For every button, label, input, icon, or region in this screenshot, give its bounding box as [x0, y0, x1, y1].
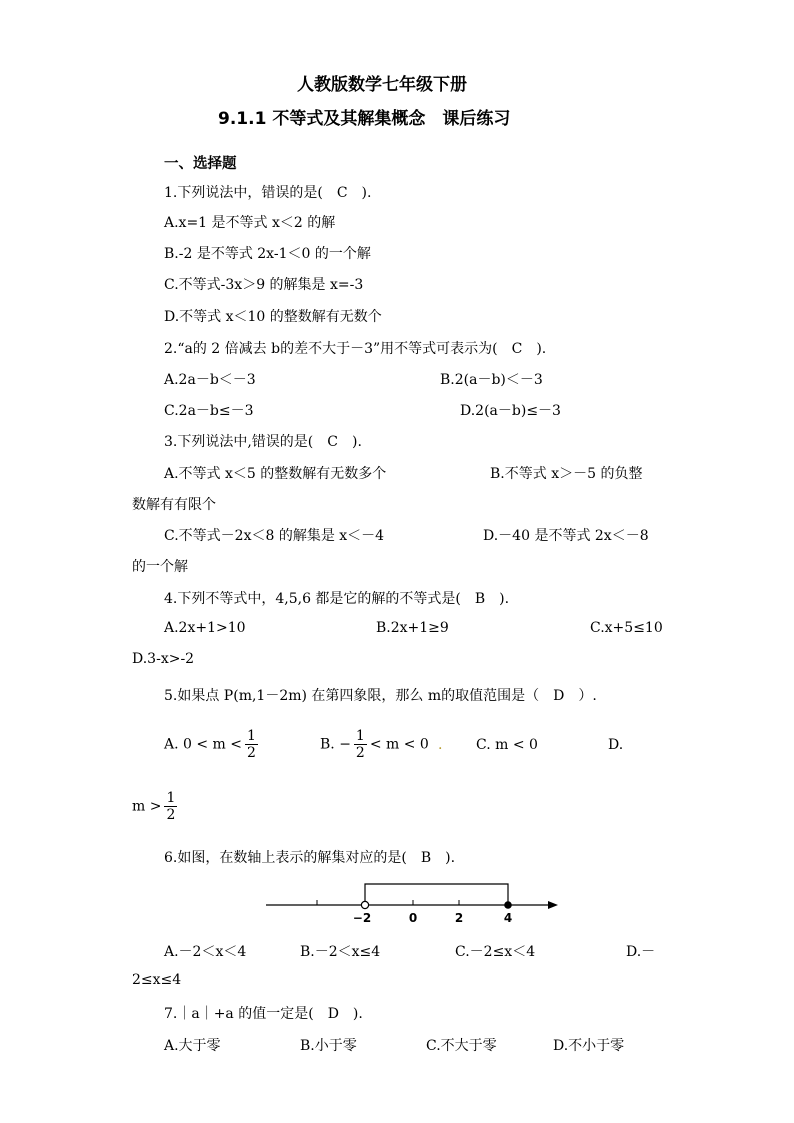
q2-option-b: B.2(a－b)＜－3: [440, 372, 543, 388]
q1-stem: 1.下列说法中，错误的是( C ).: [164, 185, 372, 201]
q3-option-c: C.不等式－2x＜8 的解集是 x＜－4: [164, 528, 385, 544]
stray-dot: .: [438, 737, 443, 753]
fraction-denominator: 2: [166, 807, 176, 823]
q6-option-a: A.－2＜x＜4: [164, 944, 247, 960]
q1-option-c: C.不等式-3x＞9 的解集是 x=-3: [164, 277, 364, 293]
fraction-denominator: 2: [247, 745, 256, 761]
q7-stem: 7.｜a｜+a 的值一定是( D ).: [164, 1006, 363, 1022]
q6-stem: 6.如图，在数轴上表示的解集对应的是( B ).: [164, 850, 456, 866]
fraction-numerator: 1: [355, 728, 365, 744]
page-subtitle: 9.1.1 不等式及其解集概念 课后练习: [218, 109, 511, 129]
q7-option-c: C.不大于零: [426, 1038, 497, 1054]
q5-option-a-text: A. 0 < m <: [164, 736, 243, 753]
q5-option-b-text: B. −: [320, 736, 351, 753]
q4-option-d: D.3-x>-2: [132, 651, 195, 667]
q3-option-a: A.不等式 x＜5 的整数解有无数多个: [164, 466, 387, 482]
q5-option-b-tail: < m < 0: [369, 736, 429, 753]
q5-option-d-cont: [132, 790, 180, 823]
open-endpoint: [361, 901, 368, 908]
q3-stem: 3.下列说法中,错误的是( C ).: [164, 434, 362, 450]
q3-option-b: B.不等式 x＞－5 的负整: [490, 466, 643, 482]
q4-option-a: A.2x+1>10: [164, 620, 246, 636]
q6-option-d: D.－: [626, 944, 656, 960]
q5-option-c: C. m < 0: [476, 737, 538, 753]
fraction-numerator: 1: [166, 790, 176, 806]
axis-label: −2: [352, 911, 372, 925]
q2-stem: 2.“a的 2 倍减去 b的差不大于－3”用不等式可表示为( C ).: [164, 341, 547, 357]
axis-label: 4: [503, 911, 513, 925]
q6-option-d-cont: 2≤x≤4: [132, 972, 182, 988]
axis-arrow-icon: [548, 901, 558, 909]
q6-option-c: C.－2≤x＜4: [455, 944, 536, 960]
q5-option-a-fraction: [245, 728, 258, 761]
axis-label: 0: [408, 911, 418, 925]
section-heading: 一、选择题: [164, 156, 237, 172]
q5-option-d-fraction: [164, 790, 177, 823]
q5-option-b: [320, 728, 429, 761]
q7-option-a: A.大于零: [164, 1038, 221, 1054]
q2-option-d: D.2(a－b)≤－3: [460, 403, 561, 419]
fraction-numerator: 1: [247, 728, 256, 744]
q7-option-b: B.小于零: [300, 1038, 357, 1054]
q4-stem: 4.下列不等式中，4,5,6 都是它的解的不等式是( B ).: [164, 591, 510, 607]
q1-option-d: D.不等式 x＜10 的整数解有无数个: [164, 309, 382, 325]
q3-option-d-cont: 的一个解: [132, 559, 188, 575]
q5-option-d: D.: [608, 737, 624, 753]
closed-endpoint: [504, 901, 512, 909]
q6-option-b: B.－2＜x≤4: [300, 944, 381, 960]
number-line-figure: [262, 878, 562, 930]
q1-option-b: B.-2 是不等式 2x-1＜0 的一个解: [164, 246, 371, 262]
q3-option-b-cont: 数解有有限个: [132, 497, 216, 513]
q5-stem: 5.如果点 P(m,1－2m) 在第四象限，那么 m的取值范围是（ D ）.: [164, 688, 597, 704]
axis-label: 2: [454, 911, 464, 925]
q5-option-d-text: m >: [132, 798, 162, 815]
q4-option-b: B.2x+1≥9: [376, 620, 449, 636]
q3-option-d: D.－40 是不等式 2x＜－8: [483, 528, 649, 544]
page-title: 人教版数学七年级下册: [297, 75, 467, 95]
q2-option-c: C.2a－b≤－3: [164, 403, 254, 419]
q5-option-b-fraction: [354, 728, 367, 761]
q4-option-c: C.x+5≤10: [590, 620, 663, 636]
q5-option-a: [164, 728, 261, 761]
q2-option-a: A.2a－b＜－3: [164, 372, 256, 388]
q1-option-a: A.x=1 是不等式 x＜2 的解: [164, 215, 336, 231]
solution-bracket: [365, 884, 508, 902]
fraction-denominator: 2: [355, 745, 365, 761]
q7-option-d: D.不小于零: [553, 1038, 625, 1054]
